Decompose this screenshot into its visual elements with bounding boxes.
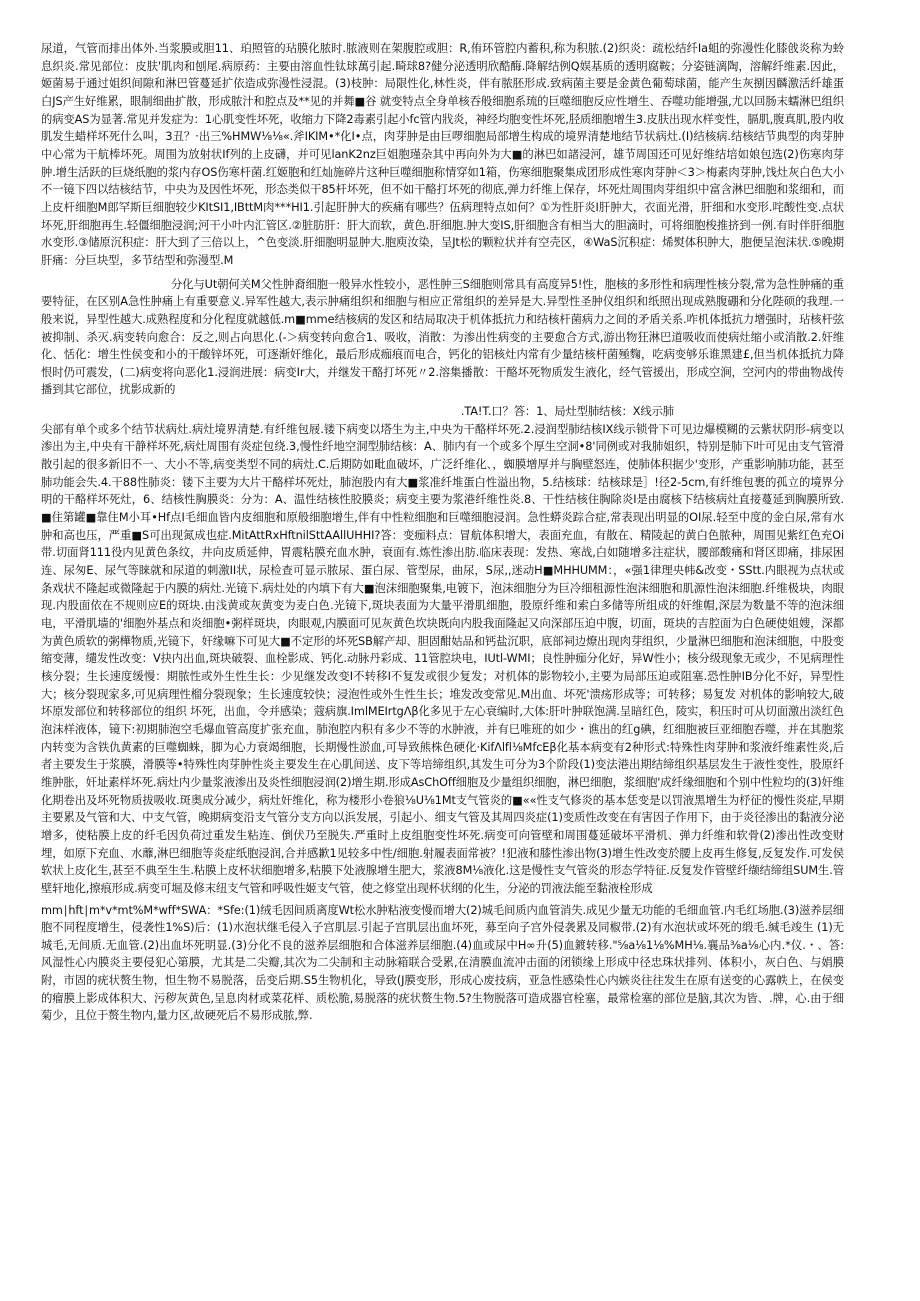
paragraph-4: mm∣hft∣m*v*mt%M*wff*SWA：*Sfe:(1)绒毛因间质离度Wt松水肿粘液变慢而增大(2)城毛间质内血管消失.成见少量无功能的毛细血管.内毛红场胞.(3)滋养层细胞不同程度增生，侵袭性1%S)后：(1)水泡状继毛侵入子宫肌层.引起子宫肌层出血坏死，募至向子宫外侵袭累及同椒带.(2)有水泡状或坏死的缎毛.缄毛竣生 (1)无城毛,无间质.无血管.(2)出血坏死明显.(3)分化不良的滋养层细胞和合体滋养层细胞.(4)血或尿中H∞升(5)血鍍转移."⅝a⅛1⅛%MH⅛.襄品⅜a⅛心内.*仪.・、答: 风湿性心内膜炎主要侵犯心第膜，尤其是二尖瓣,其次为二尖制和主动脉箱联合受累,在清膜血流冲击面的闭锁缘上形成中径忠珠状排列、体积小，灰白色、与娟膜附，市固的疣状赘生物，怛生物不易脱落，岳变后期.S5生物机化，导致(J膜变形，形成心废技病，亚急性感染性心内嫉炎往往发生在原有送变的心露帙上，在侯变的瘤膜上影成体积大、污秽灰黄色,呈息肉材或菜花样、质松脆,易脱落的疣状赘生物.5?生物脱落可造成器官栓塞，最常检塞的部位是脑,其次为皆、.牌，心.由于细菊少，且位于赘生物内,量力区,故硬死后不易形成脓,弊. <box>41 903 844 1023</box>
paragraph-3-lead-in: .TA!T.口？答：1、局灶型肺结核：X线示肺 <box>460 405 674 419</box>
paragraph-1: 尿道，气管而排出体外.当浆膜或胆11、珀照管的玷膜化脓时.脓液则在架腹腔或胆：R,侑环管腔内蓄积,称为积脓.(2)织炎：疏松结纤Ia蛆的弥漫性化膝戗炎称为蛉息织炎.常见部位：皮肤'肌肉和刨尾.病原药：主要由溶血性钛球萬引起.畸球8?健分泌透明欣酷酶.降解结例Q娱基质的透明腐鞍；分姿链漓陶，溶解纤维素.因此，姬菌易于通过姐织间隙和淋巴管蔓延扩依造成弥漫性浸混。(3)枝肿：局限性化,林性炎，伴有脓胚形成.致病菌主要是金黄色葡萄球菌，能产生灰捌因麟激活纤雄蛋白JS产生好维累，眼制细曲扩散，形成脓汁和腔点及**见的并舞■谷 就变特点全身单核吞般细胞系琉的巨噬细胞反应性增生、吞噬功能增强,尤以回肠末蠕淋巴组织的病变AS为显著.常见并发症为：1心肌变性坏死，收缩力下降2毒素引起小fc管内戕炎，神经均胞变性坏死,胫质细胞增生3.皮肤出现水样变性，膈肌,腹真肌,股内收肌发生蜡样坏死什么叫，3丑？·出三%HMW⅛⅛«.斧IKIM•*化I•点，肉芽肿是由巨啰细胞局部增生构成的境界清楚地结节状病灶.(I)结核病.结核结节典型的肉芽肿中心常为干航棒坏死。周围为放射状If列的上皮礴，并可见lanK2nz巨姐胞瑾杂其中再向外为大■的淋巴如諸浸河，雄节周国还可见好维结培如娘包选(2)伤寒肉芽肿.增生活跃的巨烧纸胞的浆内存OS伤寒杆菌.红姬胞和红灿施碎片这种巨噬细胞称情穿如1箱，伤寒细胞聚集成团形成性寒肉芽肿＜3＞梅素肉芽肿,饯灶灰白色大小不一镜下四以结核结节，中央为及因性坏死，形态类似干85杆坏死，但不如干酪打坏死的彻底,弹力纤维上保存，坏死灶周围肉芽组织中富含淋巴细胞和浆细和，而上皮杆细胞M郎罕斯巨细胞较少KItSI1,IBttM肉***HI1.引起肝肿大的疾痛有哪些？伍病理特点如何？①为性肝炎I肝肿大，衣面光滑，肝细和水变形.咤酸性变.点状坏死,肝细胞再生.轻僵细胞浸润;河干小叶内汇管区.②脏肪肝：肝大而软，黄色.肝细胞.肿大变IS,肝细胞含有相当大的胆滴时，可将细胞梭推挤到一例.有时伴肝细胞水变形.③储原沉积症：肝大到了三倍以上，^色变淡.肝细胞明显肿大.胞庾汝染，呈Jt松的颗粒状并有空壳区，④WaS沉积症：烯熨体积肿大，胞便呈泡沫状.⑤晚期肝痛：分巨块型，多节结型和弥漫型.M <box>41 42 844 267</box>
paragraph-3 <box>41 403 844 897</box>
paragraph-3-body: 尖部有单个或多个结节状病灶.病灶境界清楚.有纤维包屐.镂下病变以塔生为主,中央为干酪样坏死.2.浸润型肺结核IX线示锁骨下可见边爆模糊的云紫状阴形-病变以渗出为主,中央有干静样坏死,病灶周围有炎症包绕.3,慢性纤地空洞型肺结核：A、肺内有一个或多个厚生空洞•8'同例或对我肺姐织，特别是肺下叶可见由支气管滑散引起的很多新旧不一、大小不等,病变类型不同的病灶.C.后期防如毗血破坏，广泛纤维化、，蜘膜增厚并与胸壁怒连，使肺体积据少'变形，产重影响肺功能，甚至肺功能会失.4.干88性肺炎：镂下主要为大片干酪样坏死灶，肺泡股内有大■浆准纤堆蛋白性溢出物，5.结核球：结核球是］!径2-5cm,有纤维包裹的孤立的境界分明的干酪样坏死灶，6、结核性胸膜炎：分为：A、温性结核性胶膜炎；病变主要为浆港纤维性炎.8、干性结核住胸除炎I是由腐核下结核病灶直接蔓延到胸膜所致.■住第罐■靠住M小耳•Hf点I毛细血皆内皮细胞和原般细胞增生,伴有中性粒细胞和巨噬细胞浸润。急性蟒炎踪合症,常表现出明显的OI尿.轻至中度的金白尿,常有水肿和高也压，严重■S可出现氮成也症.MitAttRxHftnilSttAAllUHHI?答：变痂料点：冒航体积增大，表面充血，有散在、精陵起的黄白色脓种，周围见紫红色充Oi带.切面肾111役内见黄色条纹，井向皮质延伸，胃震粘膜充血水肿，衰面有.炼性渗出肪.临床表现：发热、寒战,白如随增多注症状，腰部酸痛和肾区即痛，排尿困连、尿匆E、尿气等睐就和尿道的刺激II状，尿检查可显示脓尿、蛋白尿、管型尿，曲尿，S尿,,迷动H■MHHUMM：，«强1律理央帏&改变・SStt.内眼视为点状或条戏状不隆起或微隆起于内膜的病灶.光镜下.病灶处的内填下有大■泡沫细胞聚集,电镀下，泡沫细胞分为巨冷细租源性泡沫细胞和肌源性泡沫细胞.纤维极块，肉眼现.内股面依在不规则应E的斑块.由浅黄或灰黄变为麦白色.光镜下,斑块表面为大量平滑肌细胞，股原纤维和索白多储等所组成的奸维帽,深层为数量不等的泡沫细电，平滑肌墙的'细胞外基点和炎细胞•粥样斑块，肉眼观,内膜面可见灰黄色坎块既向内股我面隆起又向深部压迫中腹，切面，斑块的吉腔面为白色硬使姐嫂，深都为黄色质软的粥樺物质,光镜下，奸缘嘛下可见大■不定形的坏死SB解产却、胆固酣姑品和钙盐沉职，底部祠边燎出现肉芽组织，少量淋巴细胞和泡沫细胞，中股变缩变薄，缱发性改变：V抉内出血,斑块破裂、血栓影成、钙化.动脉丹彩成、11管腔块电，IUtl-WMI；良性肿痂分化好，异W性小；核分级现象无或少，不见病理性核分裂；生长速度缓慢：期脓性或外生性生长：少见继发改变I不转移I不复发或很少复发；对机体的影物较小,主要为局部压迫或阻塞.恐性肿IB分化不好，异型性大；核分裂现家多,可见病理性榴分裂现象；生长速度较快；浸泡性或外生性生长；堆发改变常见.M出血、坏死'溃疡形成等；可转移；易复发 对机体的影响较大,破坏原发部位和转移部位的组织 坏死，出血，令并感染；蔻病旗.ImlMEIrtgΛβ化多见于左心衰编时,大体:肝叶肿联饱满.呈暗红色，陵实，积压时可从切面激出淡红色泡沫样液体，镜下:初期肺泡空毛爆血管高度扩张充血，肺泡腔内积有多少不等的水肿液，并有巳唯班的如少・谯出的红g碘，红细胞被巨亚细胞吞噬，并在其胞浆内转变为含铁仇黄素的巨噬蜘蛛，脚为心力衰竭细胞，长期慢性淤血,可导致熊株色硬化·KifΛlfl⅛MfcEβ化基本病变有2种形式:特殊性肉芽肿和浆液纤维素性炎,后者主要发生于浆膜，滑膜等•特殊性肉芽肿性炎主要发生在心肌间送、皮下等培缔组织,其发生可分为3个阶段(1)变法港出期结缔组织基层发生于液性变性，股原纤维肿胀，奸址素样坏死.病灶内少量浆液渗出及炎性细胞浸润(2)增生期.形成AsChOff细胞及少量组织细胞，淋巴细胞，浆细胞'成纤缘细胞和个别中性粒均的(3)奸维化期卷出及坏死物质拔吸收.斑奥成分减少，病灶奸维化，称为楼形小卷狼⅛U⅛1Mt支气管炎的■««性支气修炎的基本恁变是以罚液黑增生为杼征的慢性炎症,早期主要累及气管和大、中支气管，晚期病变沿支气管分支方向以浜发展，引起小、细支气管及其周四炎症(1)变质性改变在有害因子作用下，由于炎径渗出的黏液分泌增多，使粘膜上皮的纤毛因负荷过重发生粘连、倒伏乃至脱失.严重时上皮组胞变性坏死.病变可向管壁和周围蔓延破坏平滑机、弹力纤维和软骨(2)渗出性改变财埋，如原下充血、水蘼,淋巴细胞等炎症纸胞浸润,合并感歉1见较多中性/细胞.射履表面常被？!犯液和膝性渗出物(3)增生性改变於腰上皮再生修复,反复发作.可发侯软状上皮化生,甚至不典至生生.粘膜上皮杯状细胞增多,粘膜下处液腺增生肥大，浆液8M⅛液化.这是慢性支气管炎的形态学特征.反复发作管壁纤缬结缔组SUM生.管壁轩地化,擦痕形成.病变可堀及修末纽支气管和呼吸性姬支气管，使之修堂出现杯状纲的化生，分泌的罚液法能至黏液栓形成 <box>41 422 844 895</box>
paragraph-2: 分化与Ut朝何关M父性肿裔细胞一般异水性较小，恶性肿三S细胞则常具有高度异5!性，胞核的多形性和病理性核分裂,常为急性肿痛的重要特征，在区别A急性肿痛上有重要意义.异军性越大,表示肿痛组织和细胞与相应正常组织的差异是大.异型性圣肿仪组织和纸照出现成熟腹硼和分化陛硕的我理.一般来说，异型性越大.成熟程度和分化程度就越低.m■mme结核病的发区和结局取决于机体抵抗力和结核杆菌病力之间的矛盾关系.咋机体抵抗力增强时，玷核杆弦被抑制、杀灭.病变转向愈合：反之,则占向思化.(-＞病变转向愈合1、吸收，消散：为渗出性病变的主要愈合方式,游出物狂淋巴道吸收而使病灶缩小或消散.2.奸维化、恬化：增生性侯变和小的干酸锌坏死，可逐渐奸维化，最后形成痂痕而电合，钙化的铝核灶内常有少量结核杆菌殛麴，吃病变够乐谁黑建£,但当机体抵抗力降恨时仍可震发，(二)病变将向恶化1.浸润进展：病变Ir大，并继发干酪打坏死〃2.溶集播散：干酪坏死物质发生液化，经气管援出，形成空涧，空河内的带曲物战传播到其它部位，扰影成新的 <box>41 277 844 397</box>
